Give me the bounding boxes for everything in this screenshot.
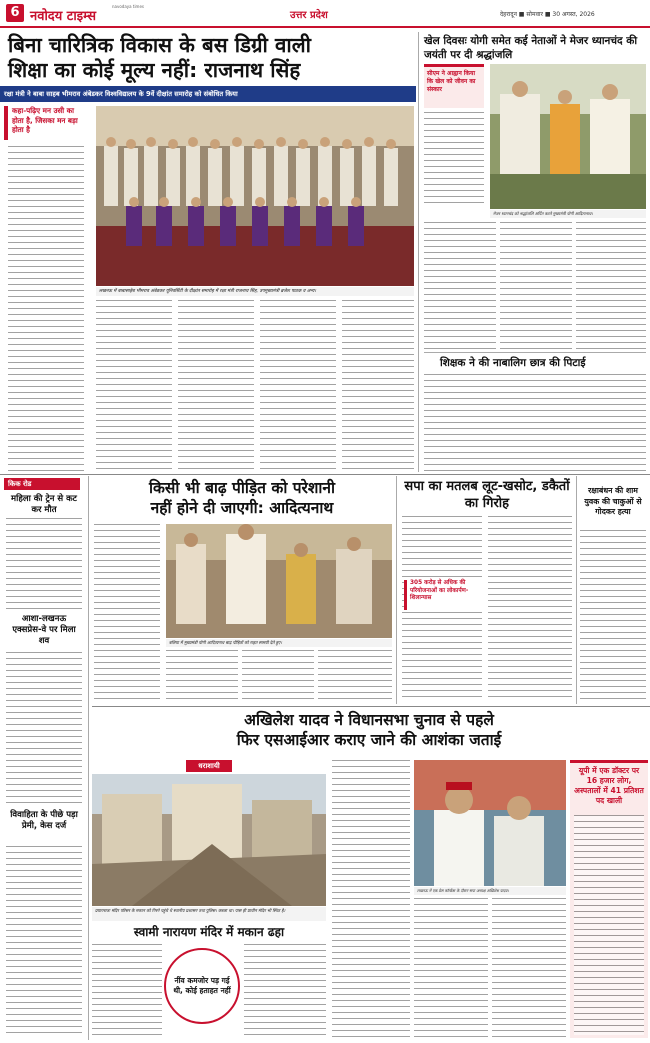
akhilesh-column-2	[414, 898, 488, 1038]
khel-photo-scene	[490, 64, 646, 209]
lead-column-1	[8, 146, 84, 476]
lead-strap	[0, 86, 416, 102]
asha-body	[6, 652, 82, 806]
lead-column-2	[96, 300, 172, 474]
akhilesh-column-1	[332, 760, 410, 1038]
akhilesh-photo-caption: लखनऊ में एक प्रेस कॉन्फ्रेंस के दौरान सपा अध्यक्ष अखिलेश यादव।	[414, 887, 566, 895]
lead-column-4	[260, 300, 336, 474]
lead-photo	[96, 106, 414, 286]
sapa-headline: सपा का मतलब लूट-खसोट, डकैतों का गिरोह	[404, 479, 570, 511]
khel-photo-caption: मेजर ध्यानचंद को श्रद्धांजलि अर्पित करते मुख्यमंत्री योगी आदित्यनाथ।	[490, 210, 646, 218]
flood-headline	[92, 478, 392, 518]
teacher-body	[424, 374, 646, 472]
right-column-divider	[418, 32, 419, 472]
khel-sidebox-text: सीएम ने आह्वान किया कि खेल को जीवन का संस्कार	[427, 70, 476, 93]
lead-column-5	[342, 300, 414, 474]
akhilesh-rule	[92, 706, 650, 707]
flood-photo	[166, 524, 392, 638]
kick-body	[6, 518, 82, 610]
page-number: 6	[6, 4, 24, 22]
sapa-divider	[396, 476, 397, 704]
doctors-box	[570, 760, 648, 1038]
teacher-headline: शिक्षक ने की नाबालिग छात्र की पिटाई	[440, 357, 586, 369]
flood-column-3	[242, 650, 314, 702]
dateline: देहरादून ■ सोमवार ■ 30 अगस्त, 2026	[500, 11, 595, 18]
crime-divider	[576, 476, 577, 704]
khel-column-4	[576, 222, 646, 350]
akhilesh-headline-line2: फिर एसआईआर कराए जाने की आशंका जताई	[236, 731, 502, 749]
akhilesh-headline	[92, 710, 646, 750]
left-column-divider	[88, 476, 89, 1040]
flood-headline-line1: किसी भी बाढ़ पीड़ित को परेशानी	[148, 479, 336, 497]
lead-strap-text: रक्षा मंत्री ने बाबा साहब भीमराव अंबेडकर विश्वविद्यालय के 9वें दीक्षांत समारोह को संबोधित किया	[4, 90, 238, 98]
masthead	[0, 0, 650, 28]
dharashayi-quote-text: नींव कमजोर पड़ गई थी, कोई हताहत नहीं	[173, 976, 231, 995]
sapa-sub-text: 305 करोड़ से अधिक की परियोजनाओं का लोकार्पण-शिलान्यास	[410, 580, 469, 602]
lead-quote-box	[4, 106, 84, 140]
dharashayi-quote	[164, 948, 240, 1024]
khel-sidebox	[424, 64, 484, 108]
khel-photo	[490, 64, 646, 209]
lead-quote-text: कहा-पढ़िए मन उसी का होता है, जिसका मन बड़ा होता है	[12, 106, 78, 134]
vivad-headline: विवाहिता के पीछे पड़ा प्रेमी, केस दर्ज	[10, 810, 78, 831]
kick-label: किक रोड	[4, 478, 80, 490]
sapa-sub-box	[404, 580, 482, 610]
lead-headline-line2: शिक्षा का कोई मूल्य नहीं: राजनाथ सिंह	[8, 58, 301, 82]
flood-photo-scene	[166, 524, 392, 638]
lead-column-3	[178, 300, 254, 474]
kick-headline: महिला की ट्रेन से कट कर मौत	[11, 494, 77, 515]
asha-headline: आशा-लखनऊ एक्सप्रेस-वे पर मिला शव	[12, 614, 76, 646]
sapa-column-2	[488, 516, 572, 702]
flood-column-4	[318, 650, 392, 702]
crime-body	[580, 530, 646, 702]
brand-sub: navodaya times	[112, 4, 145, 9]
brand-logo: नवोदय टाइम्स	[30, 9, 97, 24]
khel-headline: खेल दिवसः योगी समेत कई नेताओं ने मेजर ध्यानचंद की जयंती पर दी श्रद्धांजलि	[424, 35, 638, 61]
lead-headline-line1: बिना चारित्रिक विकास के बस डिग्री वाली	[8, 33, 311, 57]
teacher-rule	[424, 352, 646, 353]
doctors-body	[574, 815, 644, 1035]
dharashayi-column-1	[92, 944, 162, 1038]
section-title: उत्तर प्रदेश	[290, 10, 328, 21]
vivad-body	[6, 846, 82, 1038]
akhilesh-photo	[414, 760, 566, 886]
akhilesh-headline-line1: अखिलेश यादव ने विधानसभा चुनाव से पहले	[244, 711, 494, 729]
lead-bottom-rule	[0, 474, 650, 475]
dharashayi-column-2	[244, 944, 326, 1038]
dharashayi-label: धराशायी	[186, 760, 232, 772]
dharashayi-headline: स्वामी नारायण मंदिर में मकान ढहा	[133, 925, 285, 939]
khel-column-2	[424, 222, 496, 350]
lead-photo-caption: लखनऊ में बाबासाहेब भीमराव अंबेडकर यूनिवर्सिटी के दीक्षांत समारोह में रक्षा मंत्री राजनाथ सिंह, उपमुख्यमंत्री ब्रजेश पाठक व अन्य।	[96, 287, 414, 296]
crime-headline: रक्षाबंधन की शाम युवक की चाकुओं से गोदकर हत्या	[584, 486, 642, 516]
flood-column-2	[166, 650, 238, 702]
dharashayi-photo-caption: प्रयागराजः मंदिर परिसर के मकान को गिरने पहुंचे थे स्थानीय प्रशासन तथा पुलिस। कब्जा था। पास ही प्राचीन मंदिर भी स्थित है।	[92, 907, 326, 921]
lead-headline	[8, 33, 410, 83]
khel-column-3	[500, 222, 572, 350]
lead-photo-scene	[96, 106, 414, 286]
flood-column-1	[94, 524, 160, 700]
khel-column-1	[424, 112, 484, 208]
flood-headline-line2: नहीं होने दी जाएगी: आदित्यनाथ	[150, 499, 334, 517]
doctors-headline: यूपी में एक डॉक्टर पर 16 हजार लोग, अस्पतालों में 41 प्रतिशत पद खाली	[574, 766, 644, 805]
akhilesh-column-3	[492, 898, 566, 1038]
dharashayi-photo-scene	[92, 774, 326, 906]
flood-photo-caption: बलिया में मुख्यमंत्री योगी आदित्यनाथ बाढ़ पीड़ितों को राहत सामग्री देते हुए।	[166, 639, 392, 647]
akhilesh-photo-scene	[414, 760, 566, 886]
dharashayi-photo	[92, 774, 326, 906]
